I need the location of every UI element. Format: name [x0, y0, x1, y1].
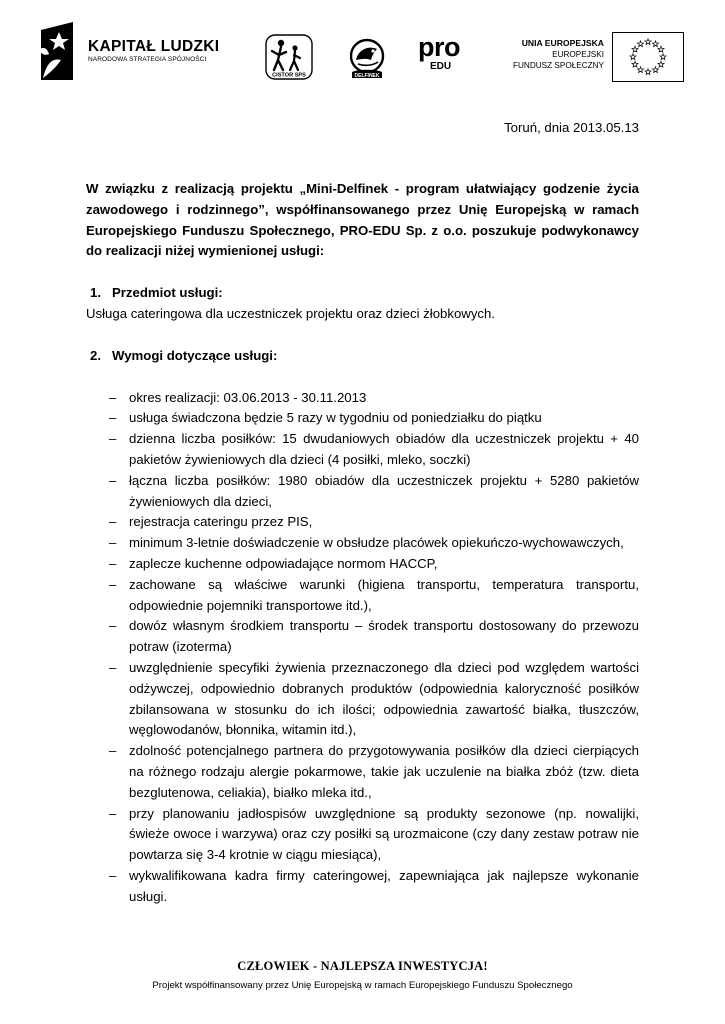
eu-star-icon — [637, 41, 643, 47]
document-date: Toruń, dnia 2013.05.13 — [504, 120, 639, 135]
list-item — [86, 658, 639, 741]
list-bullet: – — [109, 867, 117, 883]
list-item — [86, 471, 639, 513]
eu-star-icon — [632, 61, 638, 67]
list-bullet: – — [109, 535, 117, 551]
section-1-heading — [86, 283, 639, 304]
section-2-number: 2. — [90, 347, 101, 363]
pro-edu-logo-pro: pro — [418, 32, 460, 62]
pro-edu-logo — [418, 32, 468, 76]
list-item-text: minimum 3-letnie doświadczenie w obsłudze placówek opiekuńczo-wychowawczych, — [129, 535, 624, 551]
list-item-text: wykwalifikowana kadra firmy cateringowej, zapewniająca jak najlepsze wykonanie usługi. — [129, 867, 639, 904]
footer-slogan: CZŁOWIEK - NAJLEPSZA INWESTYCJA! — [237, 959, 488, 973]
list-item — [86, 408, 639, 429]
list-bullet: – — [109, 410, 117, 426]
list-item — [86, 533, 639, 554]
list-bullet: – — [109, 431, 117, 447]
delfinek-label: DELFINEK — [354, 73, 380, 79]
delfinek-logo-icon — [344, 36, 390, 82]
list-item-text: zdolność potencjalnego partnera do przygotowywania posiłków dla dzieci cierpiących na różnego rodzaju alergie pokarmowe, takie jak uczulenie na białka zbóż (tzw. dieta bezglutenowa, celiakia), białko mleka itd., — [129, 743, 639, 800]
eu-star-icon — [637, 67, 643, 73]
list-item-text: rejestracja cateringu przez PIS, — [129, 514, 313, 530]
list-bullet: – — [109, 514, 117, 530]
list-item-text: przy planowaniu jadłospisów uwzględnione są produkty sezonowe (np. nowalijki, świeże owoce i warzywa) oraz czy posiłki są urozmaicone (czy dany zestaw potraw nie powtarza się 3-4 krotnie w ciągu miesiąca), — [129, 805, 639, 863]
section-1-text: Usługa cateringowa dla uczestniczek projektu oraz dzieci żłobkowych. — [86, 305, 496, 321]
list-item — [86, 575, 639, 617]
list-item — [86, 866, 639, 908]
footer-funding-note: Projekt współfinansowany przez Unię Europejską w ramach Europejskiego Funduszu Społecznego — [152, 980, 573, 991]
list-bullet: – — [109, 472, 117, 488]
list-item-text: usługa świadczona będzie 5 razy w tygodniu od poniedziałku do piątku — [129, 410, 542, 426]
eu-star-icon — [660, 54, 666, 60]
eu-fund-text — [494, 38, 604, 71]
list-item — [86, 741, 639, 803]
list-item — [86, 429, 639, 471]
list-item-text: zachowane są właściwe warunki (higiena transportu, temperatura transportu, odpowiednie pojemniki transportowe itd.), — [129, 576, 639, 613]
eu-star-icon — [645, 69, 651, 75]
list-item-text: okres realizacji: 03.06.2013 - 30.11.2013 — [129, 389, 367, 405]
requirements-list — [86, 388, 639, 908]
eu-star-icon — [658, 61, 664, 67]
eu-star-icon — [630, 54, 636, 60]
logo-header — [0, 0, 725, 95]
eu-line-european: EUROPEJSKI — [552, 50, 604, 59]
list-bullet: – — [109, 743, 117, 759]
eu-star-icon — [652, 67, 658, 73]
eu-star-icon — [645, 39, 651, 45]
list-item — [86, 554, 639, 575]
cistor-label: CISTOR SPS — [272, 72, 306, 79]
kapital-ludzki-text — [88, 38, 219, 64]
list-bullet: – — [109, 389, 117, 405]
section-1-number: 1. — [90, 285, 101, 301]
kapital-ludzki-title: KAPITAŁ LUDZKI — [88, 38, 220, 55]
section-1-title: Przedmiot usługi: — [112, 285, 223, 301]
cistor-logo-icon — [264, 34, 314, 80]
kapital-ludzki-subtitle: NARODOWA STRATEGIA SPÓJNOŚCI — [88, 56, 207, 63]
intro-paragraph: W związku z realizacją projektu „Mini-Delfinek - program ułatwiający godzenie życia zawodowego i rodzinnego”, współfinansowanego przez Unię Europejską w ramach Europejskiego Funduszu Społecznego, PRO-EDU Sp. z o.o. poszukuje podwykonawcy do realizacji niżej wymienionej usługi: — [86, 181, 639, 259]
eu-flag-icon — [612, 32, 684, 82]
list-bullet: – — [109, 659, 117, 675]
kapital-ludzki-logo-icon — [37, 20, 77, 82]
eu-star-icon — [658, 46, 664, 52]
section-2-heading — [86, 346, 639, 367]
list-bullet: – — [109, 576, 117, 592]
pro-edu-logo-edu: EDU — [430, 61, 452, 72]
list-bullet: – — [109, 555, 117, 571]
document-body — [86, 179, 639, 908]
list-item — [86, 616, 639, 658]
section-2-title: Wymogi dotyczące usługi: — [112, 347, 278, 363]
list-item-text: dowóz własnym środkiem transportu – środek transportu dostosowany do przewozu potraw (izoterma) — [129, 618, 639, 655]
list-item — [86, 512, 639, 533]
list-item — [86, 388, 639, 409]
eu-star-icon — [652, 41, 658, 47]
list-bullet: – — [109, 805, 117, 821]
list-bullet: – — [109, 618, 117, 634]
list-item-text: uwzględnienie specyfiki żywienia przeznaczonego dla dzieci pod względem wartości odżywczej, odpowiednio dobranych produktów (odpowiednia kaloryczność posiłków zbilansowana w stosunku do ich ilości; odpowiednia zawartość białka, tłuszczów, węglowodanów, błonnika, witamin itd.), — [129, 659, 639, 738]
eu-star-icon — [632, 46, 638, 52]
list-item-text: dzienna liczba posiłków: 15 dwudaniowych obiadów dla uczestniczek projektu + 40 pakietów żywieniowych dla dzieci (4 posiłki, mleko, soczki) — [129, 431, 639, 467]
list-item-text: łączna liczba posiłków: 1980 obiadów dla uczestniczek projektu + 5280 pakietów żywieniowych dla dzieci, — [129, 472, 639, 509]
list-item-text: zaplecze kuchenne odpowiadające normom HACCP, — [129, 555, 438, 571]
list-item — [86, 804, 639, 866]
eu-line-social-fund: FUNDUSZ SPOŁECZNY — [513, 61, 604, 70]
eu-line-union: UNIA EUROPEJSKA — [521, 38, 604, 48]
